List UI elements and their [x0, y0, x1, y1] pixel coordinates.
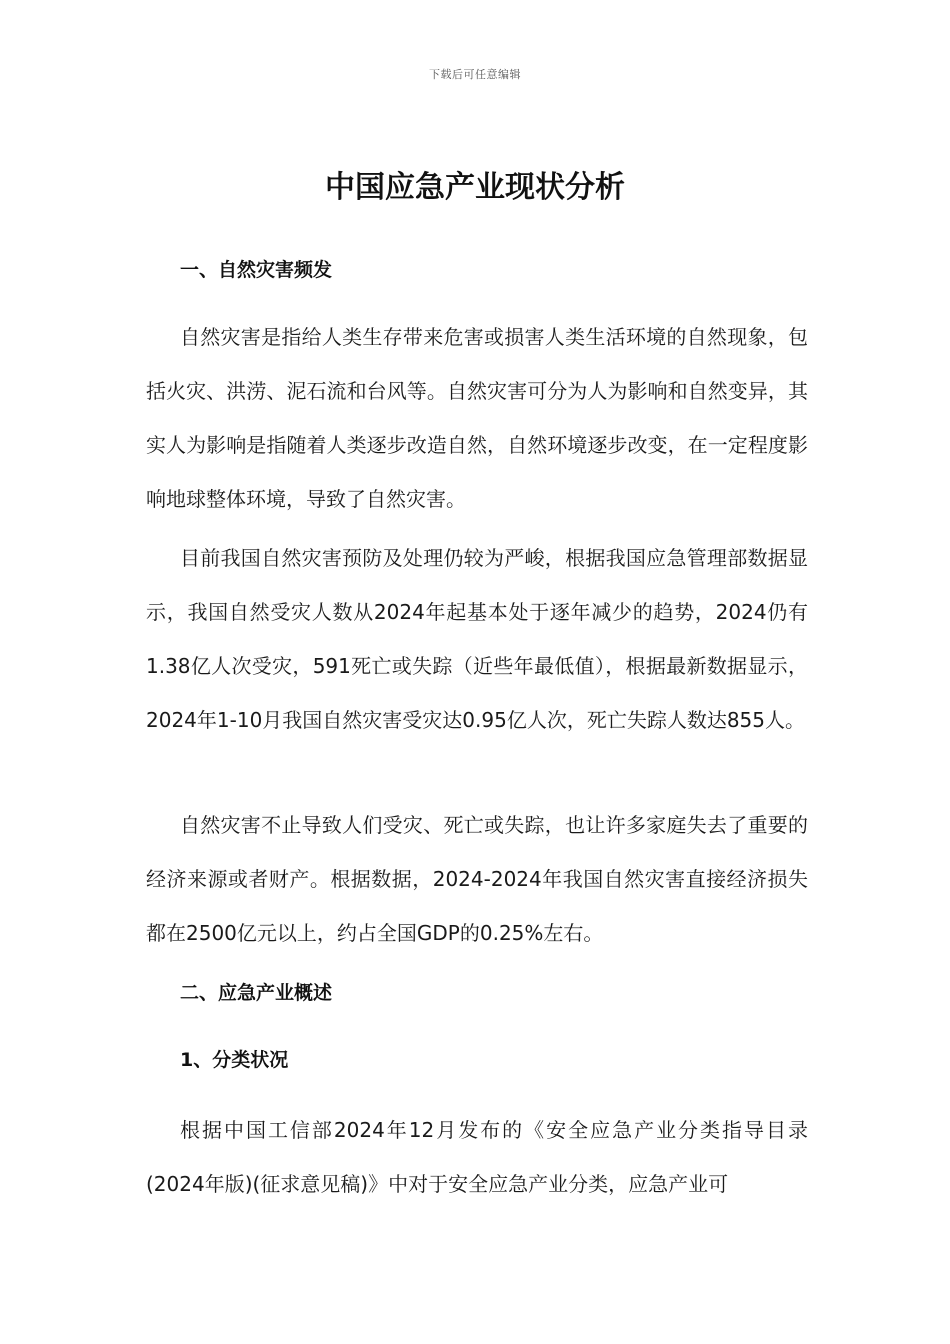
- paragraph: 根据中国工信部2024年12月发布的《安全应急产业分类指导目录(2024年版)(征求意见稿)》中对于安全应急产业分类，应急产业可: [146, 1118, 808, 1196]
- section-heading-natural-disasters: 一、自然灾害频发: [180, 259, 333, 281]
- section-heading-emergency-industry-overview: 二、应急产业概述: [180, 982, 333, 1004]
- subsection-heading-classification: 1、分类状况: [180, 1049, 289, 1071]
- document-title: 中国应急产业现状分析: [325, 170, 625, 205]
- paragraph: 自然灾害是指给人类生存带来危害或损害人类生活环境的自然现象，包括火灾、洪涝、泥石流和台风等。自然灾害可分为人为影响和自然变异，其实人为影响是指随着人类逐步改造自然，自然环境逐步改变，在一定程度影响地球整体环境，导致了自然灾害。: [146, 325, 808, 511]
- paragraph: 目前我国自然灾害预防及处理仍较为严峻，根据我国应急管理部数据显示，我国自然受灾人数从2024年起基本处于逐年减少的趋势，2024仍有1.38亿人次受灾，591死亡或失踪（近些年最低值），根据最新数据显示，2024年1-10月我国自然灾害受灾达0.95亿人次，死亡失踪人数达855人。: [146, 546, 808, 732]
- page-header-note: 下载后可任意编辑: [429, 68, 521, 81]
- paragraph: 自然灾害不止导致人们受灾、死亡或失踪，也让许多家庭失去了重要的经济来源或者财产。根据数据，2024-2024年我国自然灾害直接经济损失都在2500亿元以上，约占全国GDP的0.25%左右。: [146, 813, 808, 945]
